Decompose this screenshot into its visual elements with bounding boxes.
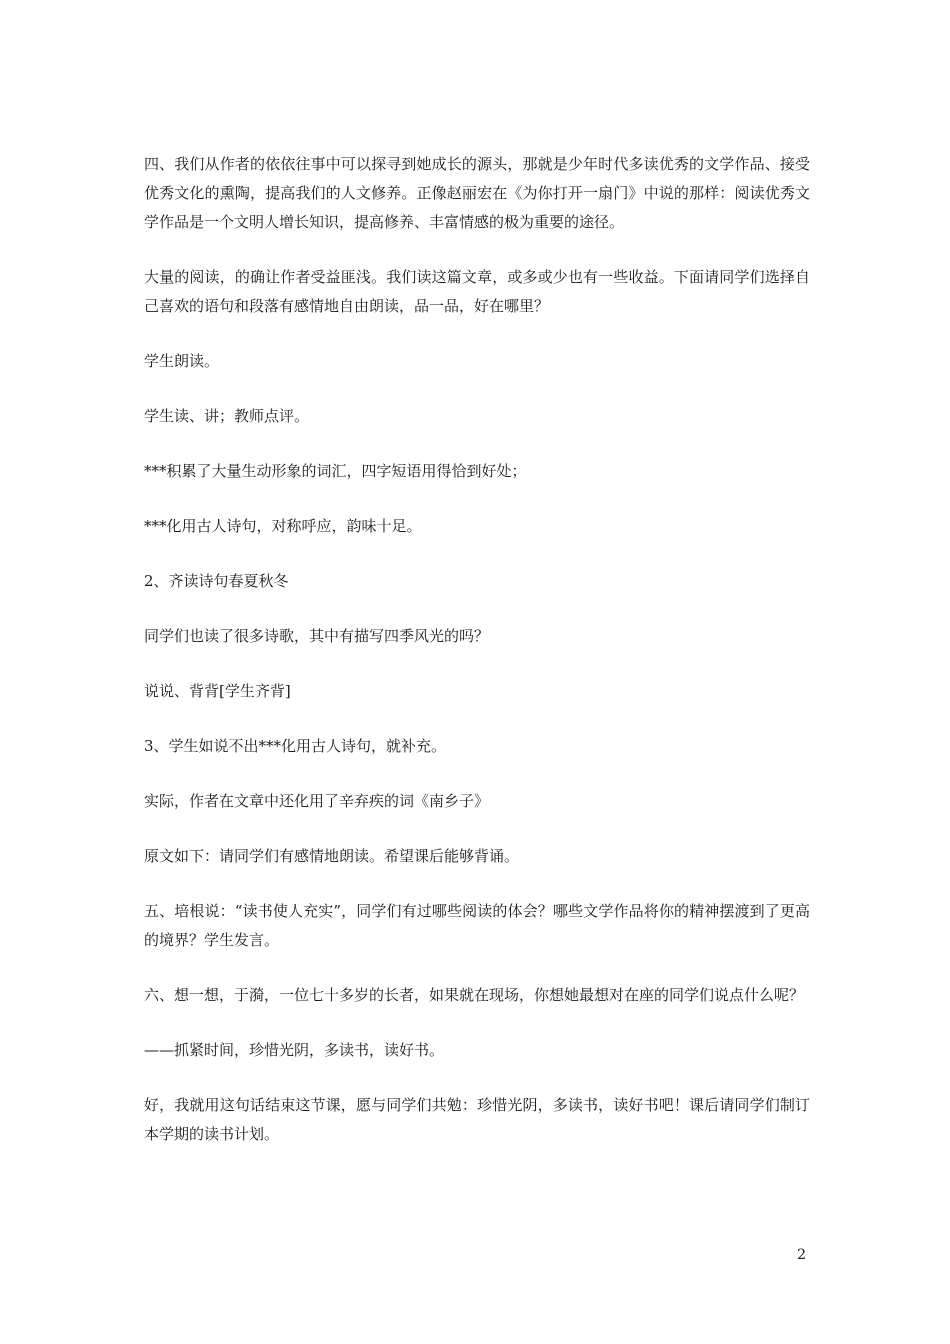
paragraph: ——抓紧时间，珍惜光阴，多读书，读好书。 xyxy=(144,1041,445,1059)
paragraph: ***积累了大量生动形象的词汇，四字短语用得恰到好处； xyxy=(144,462,527,480)
paragraph: 大量的阅读，的确让作者受益匪浅。我们读这篇文章，或多或少也有一些收益。下面请同学们选择自己喜欢的语句和段落有感情地自由朗读，品一品，好在哪里？ xyxy=(144,268,810,315)
paragraph: 原文如下：请同学们有感情地朗读。希望课后能够背诵。 xyxy=(144,847,520,865)
paragraph: 六、想一想，于漪，一位七十多岁的长者，如果就在现场，你想她最想对在座的同学们说点什么呢？ xyxy=(144,986,805,1004)
document-body xyxy=(144,150,810,1175)
paragraph: 五、培根说：“读书使人充实”，同学们有过哪些阅读的体会？哪些文学作品将你的精神摆渡到了更高的境界？学生发言。 xyxy=(144,902,810,949)
paragraph: 学生朗读。 xyxy=(144,352,220,370)
paragraph: 同学们也读了很多诗歌，其中有描写四季风光的吗？ xyxy=(144,627,490,645)
paragraph: 好，我就用这句话结束这节课，愿与同学们共勉：珍惜光阴，多读书，读好书吧！课后请同学们制订本学期的读书计划。 xyxy=(144,1096,810,1143)
paragraph: 学生读、讲；教师点评。 xyxy=(144,407,310,425)
paragraph: 实际，作者在文章中还化用了辛弃疾的词《南乡子》 xyxy=(144,792,490,810)
page-number: 2 xyxy=(797,1247,806,1263)
paragraph: 3、学生如说不出***化用古人诗句，就补充。 xyxy=(144,737,447,755)
paragraph: 四、我们从作者的依依往事中可以探寻到她成长的源头，那就是少年时代多读优秀的文学作品、接受优秀文化的熏陶，提高我们的人文修养。正像赵丽宏在《为你打开一扇门》中说的那样：阅读优秀文学作品是一个文明人增长知识，提高修养、丰富情感的极为重要的途径。 xyxy=(144,155,810,231)
paragraph: 2、齐读诗句春夏秋冬 xyxy=(144,572,289,590)
paragraph: 说说、背背[学生齐背] xyxy=(144,682,291,700)
paragraph: ***化用古人诗句，对称呼应，韵味十足。 xyxy=(144,517,422,535)
